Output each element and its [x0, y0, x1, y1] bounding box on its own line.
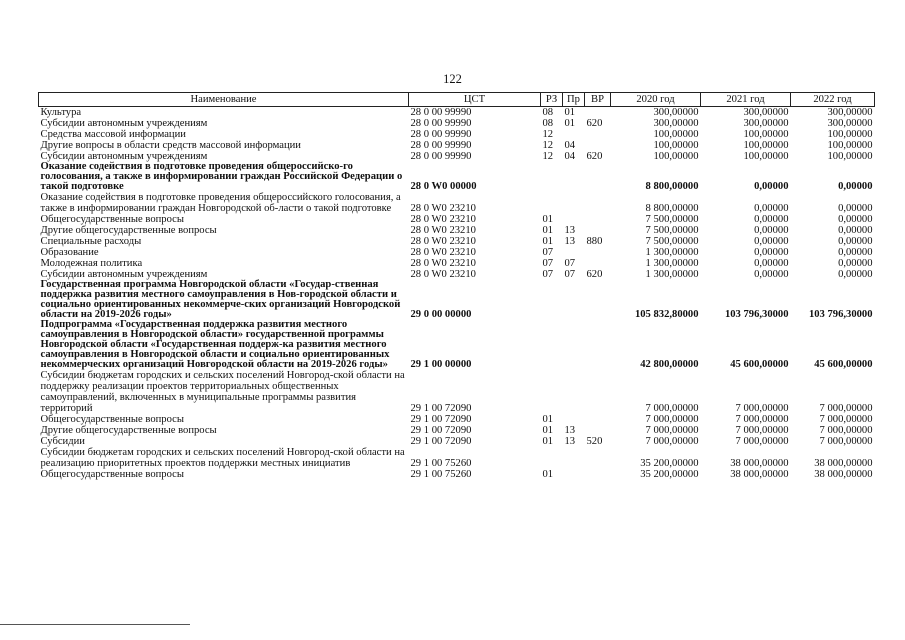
cell-name: Другие вопросы в области средств массовой информации [40, 140, 301, 151]
cell-cst: 29 1 00 72090 [410, 414, 472, 425]
cell-cst: 29 1 00 00000 [410, 359, 472, 370]
cell-cst: 29 0 00 00000 [410, 309, 472, 320]
cell-y2020: 7 000,00000 [645, 436, 699, 447]
cell-name: Субсидии автономным учреждениям [40, 269, 208, 280]
cell-y2022: 0,00000 [838, 247, 873, 258]
cell-name: Общегосударственные вопросы [40, 414, 184, 425]
cell-cst: 28 0 00 99990 [410, 118, 472, 129]
cell-pr: 13 [564, 225, 576, 236]
cell-cst: 28 0 W0 23210 [410, 236, 476, 247]
cell-pr [563, 447, 585, 469]
cell-y2020: 105 832,80000 [634, 309, 699, 320]
budget-table [38, 92, 875, 480]
cell-y2021: 100,00000 [743, 129, 789, 140]
cell-vr [585, 280, 611, 320]
table-row [39, 118, 875, 129]
cell-vr [585, 214, 611, 225]
cell-name: Государственная программа Новгородской области «Государ-ственная поддержка развития местного самоуправления в Нов-городской области и социально ориентированных некоммерче-ских организаций Новгородской области на 2019-2026 годы» [40, 279, 401, 320]
cell-vr [585, 258, 611, 269]
cell-rz [541, 280, 563, 320]
cell-y2021: 7 000,00000 [735, 403, 789, 414]
cell-y2021: 38 000,00000 [730, 469, 789, 480]
cell-rz: 12 [542, 140, 554, 151]
cell-y2020: 7 500,00000 [645, 214, 699, 225]
cell-y2020: 8 800,00000 [645, 203, 699, 214]
cell-cst: 28 0 00 99990 [410, 107, 472, 118]
cell-y2020: 300,00000 [653, 118, 699, 129]
cell-pr: 13 [564, 236, 576, 247]
cell-y2022: 0,00000 [838, 181, 873, 192]
cell-y2021: 100,00000 [743, 151, 789, 162]
cell-vr: 620 [586, 151, 603, 162]
cell-name: Субсидии бюджетам городских и сельских поселений Новгород-ской области на реализацию приоритетных проектов поддержки местных инициатив [40, 447, 405, 469]
cell-y2022: 0,00000 [838, 269, 873, 280]
cell-pr: 07 [564, 269, 576, 280]
cell-rz [541, 447, 563, 469]
header-2021: 2021 год [701, 93, 791, 107]
cell-pr: 13 [564, 436, 576, 447]
header-name: Наименование [39, 93, 409, 107]
cell-y2022: 100,00000 [827, 151, 873, 162]
cell-rz: 07 [542, 247, 554, 258]
cell-y2021: 0,00000 [754, 269, 789, 280]
cell-cst: 28 0 W0 23210 [410, 225, 476, 236]
cell-pr: 04 [564, 140, 576, 151]
cell-y2020: 100,00000 [653, 140, 699, 151]
cell-name: Другие общегосударственные вопросы [40, 225, 217, 236]
cell-name: Общегосударственные вопросы [40, 469, 184, 480]
table-row [39, 214, 875, 225]
cell-vr: 520 [586, 436, 603, 447]
cell-rz: 08 [542, 118, 554, 129]
cell-name: Субсидии автономным учреждениям [40, 118, 208, 129]
table-body [39, 107, 875, 481]
header-2022: 2022 год [791, 93, 875, 107]
table-row [39, 469, 875, 480]
cell-rz: 01 [542, 425, 554, 436]
cell-y2021: 300,00000 [743, 107, 789, 118]
cell-rz: 07 [542, 258, 554, 269]
cell-y2022: 7 000,00000 [819, 403, 873, 414]
cell-y2020: 300,00000 [653, 107, 699, 118]
cell-y2021: 45 600,00000 [730, 359, 789, 370]
table-row [39, 192, 875, 214]
table-row [39, 140, 875, 151]
cell-pr [563, 280, 585, 320]
cell-pr [563, 192, 585, 214]
cell-y2022: 7 000,00000 [819, 425, 873, 436]
table-row [39, 107, 875, 119]
cell-y2022: 0,00000 [838, 214, 873, 225]
cell-vr [585, 370, 611, 414]
cell-y2021: 7 000,00000 [735, 414, 789, 425]
cell-name: Подпрограмма «Государственная поддержка развития местного самоуправления в Новгородской области» государственной программы Новгородской области «Государственная поддерж-ка развития местного самоуправления в Новгородской области и социально ориентированных некоммерческих организаций Новгородской области на 2019-2026 годы» [40, 319, 390, 370]
cell-y2022: 300,00000 [827, 107, 873, 118]
cell-vr [585, 192, 611, 214]
cell-y2020: 7 500,00000 [645, 236, 699, 247]
cell-cst: 28 0 W0 23210 [410, 247, 476, 258]
cell-pr [563, 214, 585, 225]
cell-name: Культура [40, 107, 82, 118]
cell-y2022: 45 600,00000 [814, 359, 873, 370]
cell-y2022: 100,00000 [827, 129, 873, 140]
cell-rz: 12 [542, 151, 554, 162]
cell-rz: 12 [542, 129, 554, 140]
cell-y2020: 100,00000 [653, 129, 699, 140]
cell-vr [585, 140, 611, 151]
cell-pr [563, 129, 585, 140]
header-pr: Пр [563, 93, 585, 107]
cell-y2022: 103 796,30000 [808, 309, 873, 320]
table-row [39, 236, 875, 247]
cell-y2021: 0,00000 [754, 247, 789, 258]
cell-vr [585, 320, 611, 370]
header-vr: ВР [585, 93, 611, 107]
cell-vr [585, 162, 611, 192]
cell-name: Оказание содействия в подготовке проведения общероссийско-го голосования, а также в информировании граждан Российской Федерации о такой подготовке [40, 161, 403, 192]
cell-y2020: 35 200,00000 [640, 458, 699, 469]
cell-cst: 29 1 00 75260 [410, 458, 472, 469]
cell-name: Субсидии бюджетам городских и сельских поселений Новгород-ской области на поддержку реализации проектов территориальных общественных самоуправлений, включенных в муниципальные программы развития территорий [40, 370, 405, 414]
cell-name: Образование [40, 247, 99, 258]
cell-vr [585, 447, 611, 469]
cell-y2022: 100,00000 [827, 140, 873, 151]
cell-y2020: 7 500,00000 [645, 225, 699, 236]
cell-y2022: 0,00000 [838, 236, 873, 247]
cell-y2020: 100,00000 [653, 151, 699, 162]
cell-cst: 28 0 W0 00000 [410, 181, 477, 192]
cell-cst: 28 0 00 99990 [410, 129, 472, 140]
cell-y2020: 8 800,00000 [645, 181, 699, 192]
cell-y2020: 1 300,00000 [645, 269, 699, 280]
table-header-row [39, 93, 875, 107]
cell-rz [541, 370, 563, 414]
cell-pr: 01 [564, 118, 576, 129]
footer-divider [0, 624, 190, 625]
cell-y2021: 0,00000 [754, 236, 789, 247]
cell-rz: 08 [542, 107, 554, 118]
cell-name: Общегосударственные вопросы [40, 214, 184, 225]
cell-y2020: 1 300,00000 [645, 258, 699, 269]
table-row [39, 225, 875, 236]
cell-y2021: 103 796,30000 [724, 309, 789, 320]
cell-cst: 28 0 W0 23210 [410, 214, 476, 225]
cell-rz: 01 [542, 214, 554, 225]
cell-vr [585, 129, 611, 140]
cell-y2022: 0,00000 [838, 225, 873, 236]
cell-y2022: 38 000,00000 [814, 458, 873, 469]
cell-y2022: 0,00000 [838, 203, 873, 214]
cell-y2021: 7 000,00000 [735, 425, 789, 436]
cell-y2021: 0,00000 [754, 203, 789, 214]
cell-rz [541, 162, 563, 192]
header-cst: ЦСТ [409, 93, 541, 107]
cell-y2020: 7 000,00000 [645, 425, 699, 436]
cell-y2021: 0,00000 [754, 258, 789, 269]
table-row [39, 425, 875, 436]
cell-y2020: 7 000,00000 [645, 403, 699, 414]
cell-name: Субсидии автономным учреждениям [40, 151, 208, 162]
cell-vr: 620 [586, 118, 603, 129]
table-row [39, 414, 875, 425]
cell-cst: 28 0 W0 23210 [410, 258, 476, 269]
cell-rz: 01 [542, 225, 554, 236]
cell-vr [585, 414, 611, 425]
cell-name: Специальные расходы [40, 236, 142, 247]
cell-y2022: 7 000,00000 [819, 414, 873, 425]
cell-rz [541, 320, 563, 370]
table-row [39, 162, 875, 192]
cell-vr [585, 225, 611, 236]
cell-cst: 28 0 00 99990 [410, 140, 472, 151]
cell-pr: 13 [564, 425, 576, 436]
cell-rz: 07 [542, 269, 554, 280]
cell-vr [585, 425, 611, 436]
cell-y2022: 38 000,00000 [814, 469, 873, 480]
cell-pr [563, 162, 585, 192]
table-row [39, 370, 875, 414]
cell-y2020: 35 200,00000 [640, 469, 699, 480]
cell-pr: 01 [564, 107, 576, 118]
cell-rz: 01 [542, 469, 554, 480]
table-row [39, 320, 875, 370]
cell-pr: 07 [564, 258, 576, 269]
cell-y2021: 38 000,00000 [730, 458, 789, 469]
cell-y2021: 7 000,00000 [735, 436, 789, 447]
cell-y2021: 100,00000 [743, 140, 789, 151]
cell-vr: 620 [586, 269, 603, 280]
cell-vr [585, 107, 611, 119]
cell-rz: 01 [542, 236, 554, 247]
cell-cst: 29 1 00 72090 [410, 425, 472, 436]
table-row [39, 280, 875, 320]
cell-pr [563, 414, 585, 425]
cell-vr [585, 469, 611, 480]
cell-name: Субсидии [40, 436, 85, 447]
cell-cst: 28 0 W0 23210 [410, 269, 476, 280]
cell-y2021: 300,00000 [743, 118, 789, 129]
cell-rz: 01 [542, 436, 554, 447]
cell-y2020: 42 800,00000 [640, 359, 699, 370]
table-row [39, 258, 875, 269]
cell-y2022: 0,00000 [838, 258, 873, 269]
cell-cst: 29 1 00 75260 [410, 469, 472, 480]
table-row [39, 129, 875, 140]
cell-vr: 880 [586, 236, 603, 247]
table-row [39, 436, 875, 447]
header-rz: РЗ [541, 93, 563, 107]
table-row [39, 247, 875, 258]
cell-pr [563, 247, 585, 258]
cell-pr: 04 [564, 151, 576, 162]
table-row [39, 447, 875, 469]
cell-cst: 29 1 00 72090 [410, 403, 472, 414]
cell-name: Оказание содействия в подготовке проведения общероссийского голосования, а также в информировании граждан Новгородской об-ласти о такой подготовке [40, 192, 401, 214]
cell-rz [541, 192, 563, 214]
cell-y2022: 7 000,00000 [819, 436, 873, 447]
cell-pr [563, 469, 585, 480]
page-number: 122 [443, 72, 462, 86]
cell-name: Средства массовой информации [40, 129, 186, 140]
cell-y2021: 0,00000 [754, 225, 789, 236]
cell-name: Молодежная политика [40, 258, 143, 269]
cell-y2021: 0,00000 [754, 214, 789, 225]
cell-y2021: 0,00000 [754, 181, 789, 192]
cell-y2020: 7 000,00000 [645, 414, 699, 425]
cell-y2020: 1 300,00000 [645, 247, 699, 258]
cell-cst: 28 0 W0 23210 [410, 203, 476, 214]
cell-cst: 28 0 00 99990 [410, 151, 472, 162]
header-2020: 2020 год [611, 93, 701, 107]
cell-name: Другие общегосударственные вопросы [40, 425, 217, 436]
cell-rz: 01 [542, 414, 554, 425]
cell-y2022: 300,00000 [827, 118, 873, 129]
cell-pr [563, 320, 585, 370]
cell-vr [585, 247, 611, 258]
cell-pr [563, 370, 585, 414]
cell-cst: 29 1 00 72090 [410, 436, 472, 447]
